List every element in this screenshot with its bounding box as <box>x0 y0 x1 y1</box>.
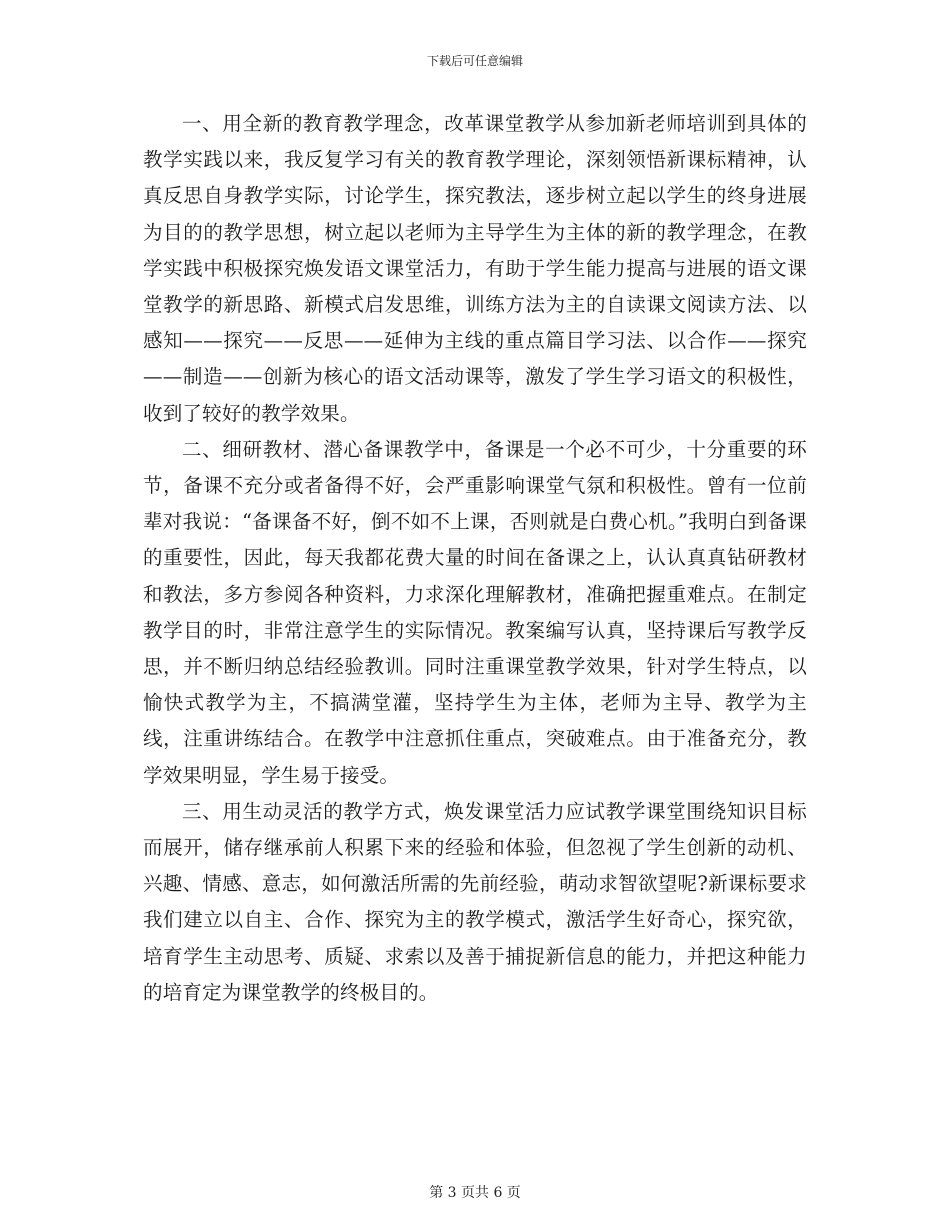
page-header: 下载后可任意编辑 <box>426 54 523 68</box>
paragraph-3: 三、用生动灵活的教学方式，焕发课堂活力应试教学课堂围绕知识目标而展开，储存继承前人积累下来的经验和体验，但忽视了学生创新的动机、兴趣、情感、意志，如何激活所需的先前经验，萌动求智欲望呢?新课标要求我们建立以自主、合作、探究为主的教学模式，激活学生好奇心，探究欲，培育学生主动思考、质疑、求索以及善于捕捉新信息的能力，并把这种能力的培育定为课堂教学的终极目的。 <box>143 799 807 1004</box>
page-number-footer: 第 3 页共 6 页 <box>429 1185 521 1201</box>
document-body <box>143 106 807 1011</box>
paragraph-2: 二、细研教材、潜心备课教学中，备课是一个必不可少，十分重要的环节，备课不充分或者备得不好，会严重影响课堂气氛和积极性。曾有一位前辈对我说：“备课备不好，倒不如不上课，否则就是白费心机。”我明白到备课的重要性，因此，每天我都花费大量的时间在备课之上，认认真真钻研教材和教法，多方参阅各种资料，力求深化理解教材，准确把握重难点。在制定教学目的时，非常注意学生的实际情况。教案编写认真，坚持课后写教学反思，并不断归纳总结经验教训。同时注重课堂教学效果，针对学生特点，以愉快式教学为主，不搞满堂灌，坚持学生为主体，老师为主导、教学为主线，注重讲练结合。在教学中注意抓住重点，突破难点。由于准备充分，教学效果明显，学生易于接受。 <box>143 437 807 787</box>
paragraph-1: 一、用全新的教育教学理念，改革课堂教学从参加新老师培训到具体的教学实践以来，我反复学习有关的教育教学理论，深刻领悟新课标精神，认真反思自身教学实际，讨论学生，探究教法，逐步树立起以学生的终身进展为目的的教学思想，树立起以老师为主导学生为主体的新的教学理念，在教学实践中积极探究焕发语文课堂活力，有助于学生能力提高与进展的语文课堂教学的新思路、新模式启发思维，训练方法为主的自读课文阅读方法、以感知——探究——反思——延伸为主线的重点篇目学习法、以合作——探究——制造——创新为核心的语文活动课等，激发了学生学习语文的积极性，收到了较好的教学效果。 <box>143 112 807 425</box>
